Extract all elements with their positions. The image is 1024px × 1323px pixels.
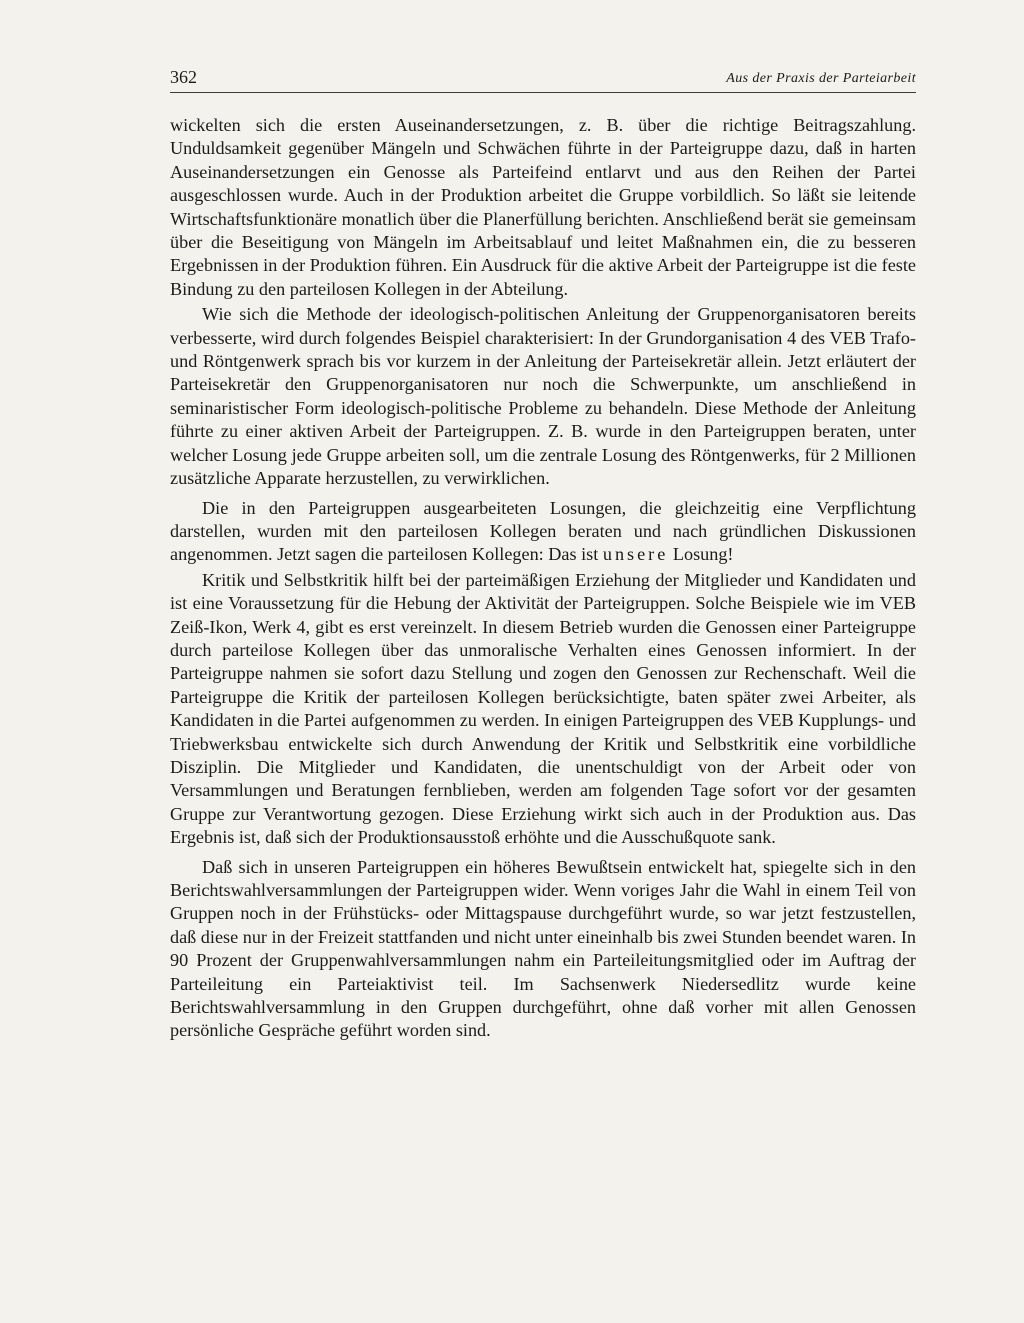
paragraph-3-tail: Losung! [672, 544, 734, 565]
page-number: 362 [170, 67, 197, 87]
document-page [170, 58, 916, 1043]
emphasis-word: unsere [602, 544, 669, 565]
paragraph-3-text: Die in den Parteigruppen ausgearbeiteten Losungen, die gleichzeitig eine Verpflichtung darstellen, wurden mit den parteilosen Kollegen beraten und nach gründlichen Diskussionen angenommen. Jetzt sagen die parteilosen Kollegen: Das ist [170, 497, 916, 565]
running-head: Aus der Praxis der Parteiarbeit [726, 71, 916, 86]
paragraph-3 [170, 497, 916, 567]
body-text [170, 114, 916, 1043]
paragraph-4: Kritik und Selbstkritik hilft bei der parteimäßigen Erziehung der Mitglieder und Kandidaten und ist eine Voraussetzung für die Hebung der Aktivität der Parteigruppen. Solche Beispiele wie im VEB Zeiß-Ikon, Werk 4, gibt es erst vereinzelt. In diesem Betrieb wurden die Genossen einer Parteigruppe durch parteilose Kollegen über das unmoralische Verhalten eines Genossen informiert. In der Parteigruppe nahmen sie sofort dazu Stellung und zogen den Genossen zur Rechenschaft. Weil die Parteigruppe die Kritik der parteilosen Kollegen berücksichtigte, baten später zwei Arbeiter, als Kandidaten in die Partei aufgenommen zu werden. In einigen Parteigruppen des VEB Kupplungs- und Triebwerksbau entwickelte sich durch Anwendung der Kritik und Selbstkritik eine vorbildliche Disziplin. Die Mitglieder und Kandidaten, die unentschuldigt von der Arbeit oder von Versammlungen und Beratungen fernblieben, werden am folgenden Tage sofort vor der gesamten Gruppe zur Verantwortung gezogen. Diese Erziehung wirkt sich auch in der Produktion aus. Das Ergebnis ist, daß sich der Produktionsausstoß erhöhte und die Ausschußquote sank. [170, 569, 916, 848]
paragraph-2: Wie sich die Methode der ideologisch-politischen Anleitung der Gruppenorganisatoren bereits verbesserte, wird durch folgendes Beispiel charakterisiert: In der Grundorganisation 4 des VEB Trafo- und Röntgenwerk sprach bis vor kurzem in der Anleitung der Parteisekretär allein. Jetzt erläutert der Parteisekretär den Gruppenorganisatoren nur noch die Schwerpunkte, um anschließend in seminaristischer Form ideologisch-politische Probleme zu behandeln. Diese Methode der Anleitung führte zu einer aktiven Arbeit der Parteigruppen. Z. B. wurde in den Parteigruppen beraten, unter welcher Losung jede Gruppe arbeiten soll, um die zentrale Losung des Röntgenwerks, für 2 Millionen zusätzliche Apparate herzustellen, zu verwirklichen. [170, 304, 916, 489]
paragraph-1: wickelten sich die ersten Auseinandersetzungen, z. B. über die richtige Beitragszahlung. Unduldsamkeit gegenüber Mängeln und Schwächen führte in der Parteigruppe dazu, daß in harten Auseinandersetzungen ein Genosse als Parteifeind entlarvt und aus den Reihen der Partei ausgeschlossen wurde. Auch in der Produktion arbeitet die Gruppe vorbildlich. So läßt sie leitende Wirtschaftsfunktionäre monatlich über die Planerfüllung berichten. Anschließend berät sie gemeinsam über die Beseitigung von Mängeln im Arbeitsablauf und leitet Maßnahmen ein, die zu besseren Ergebnissen in der Produktion führen. Ein Ausdruck für die aktive Arbeit der Parteigruppe ist die feste Bindung zu den parteilosen Kollegen in der Abteilung. [170, 115, 916, 299]
paragraph-5: Daß sich in unseren Parteigruppen ein höheres Bewußtsein entwickelt hat, spiegelte sich in den Berichtswahlversammlungen der Parteigruppen wider. Wenn voriges Jahr die Wahl in einem Teil von Gruppen noch in der Frühstücks- oder Mittagspause durchgeführt wurde, so war jetzt festzustellen, daß diese nur in der Freizeit stattfanden und nicht unter eineinhalb bis zwei Stunden beendet waren. In 90 Prozent der Gruppenwahlversammlungen nahm ein Parteileitungsmitglied oder im Auftrag der Parteileitung ein Parteiaktivist teil. Im Sachsenwerk Niedersedlitz wurde keine Berichtswahlversammlung in den Gruppen durchgeführt, ohne daß vorher mit allen Genossen persönliche Gespräche geführt worden sind. [170, 856, 916, 1041]
page-header [170, 58, 916, 93]
